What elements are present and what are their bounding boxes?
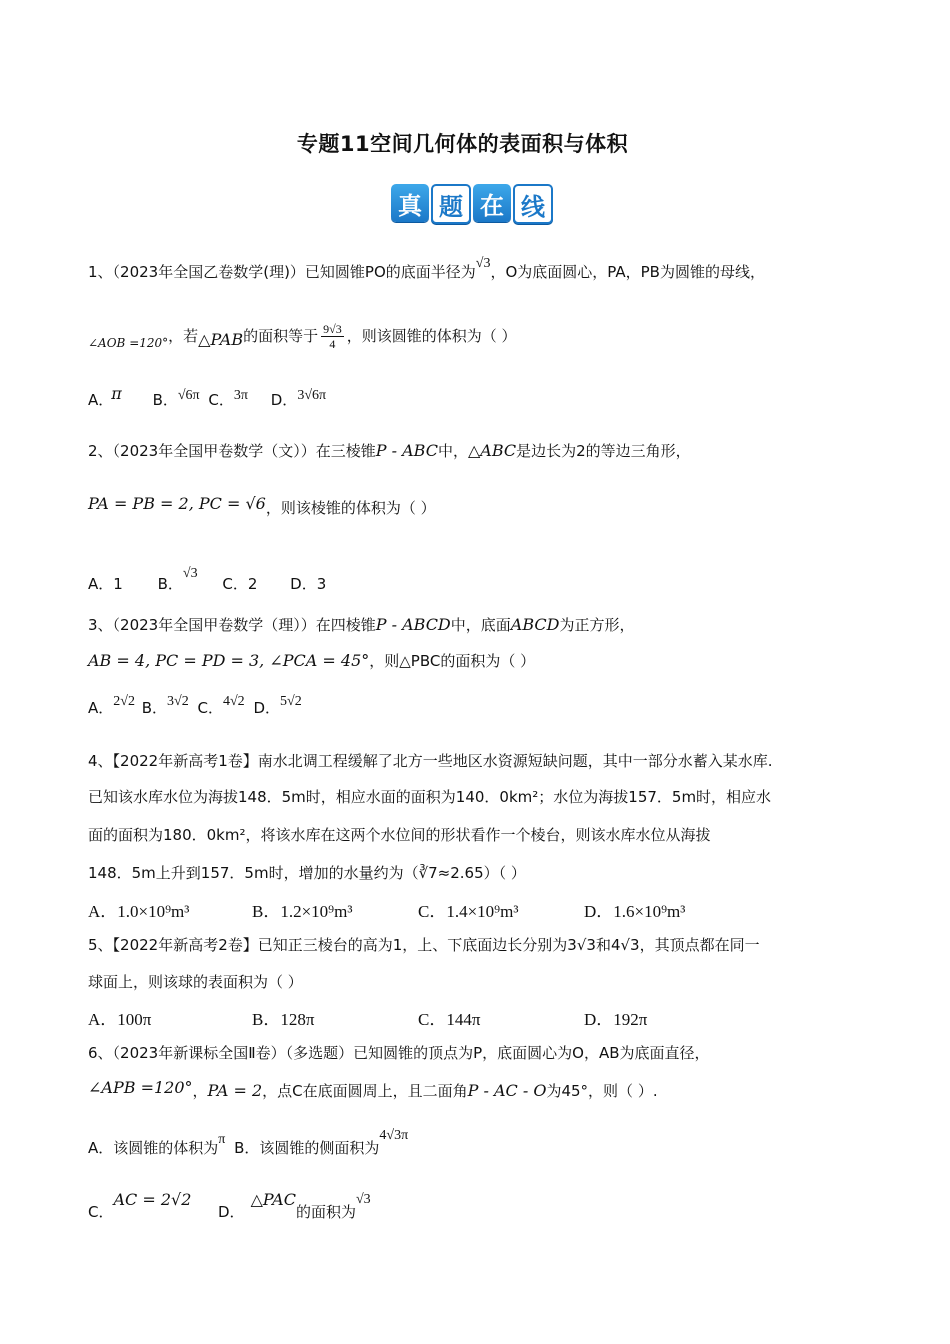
q3-mid: 中，底面	[450, 616, 511, 634]
q1-frac-num: 9√3	[323, 322, 342, 336]
q2-option-a-value: 1	[113, 575, 123, 593]
q6-option-b-label: B．该圆锥的侧面积为	[234, 1139, 380, 1157]
q6-option-c[interactable]	[88, 1190, 218, 1222]
q6-option-b[interactable]	[234, 1128, 408, 1158]
q6-option-b-value: 4√3π	[379, 1128, 409, 1143]
q4-line1: 4、【2022年新高考1卷】南水北调工程缓解了北方一些地区水资源短缺问题，其中一部分水蓄入某水库.	[88, 752, 773, 770]
q5-option-d[interactable]: D．192π	[584, 1010, 648, 1029]
q2-option-c[interactable]	[222, 573, 257, 594]
q3-option-c-label: C．	[197, 699, 223, 717]
q2-option-b-label: B．	[157, 575, 183, 593]
q1-option-a-value: π	[111, 384, 122, 403]
q6-pa: PA = 2	[207, 1081, 263, 1100]
q4-options	[88, 897, 685, 922]
q2-option-b[interactable]	[158, 566, 198, 594]
q1-option-b-label: B．	[152, 391, 178, 409]
q1-option-d-value: 3√6π	[297, 388, 327, 403]
q1-option-d[interactable]	[271, 388, 326, 410]
q2-option-c-value: 2	[247, 575, 258, 593]
q6-option-a-label: A．该圆锥的体积为	[88, 1139, 219, 1157]
q6-option-d-tail: 的面积为	[295, 1203, 356, 1221]
q5-option-b[interactable]: B．128π	[252, 1010, 315, 1029]
q3-option-a[interactable]	[88, 694, 135, 718]
q2-option-d-label: D．	[290, 575, 317, 593]
q1-option-b-value: √6π	[177, 388, 200, 403]
q2-line1	[88, 440, 691, 461]
q6-line2: ∠APB =120°，PA = 2，点C在底面圆周上，且二面角P - AC - O为45°，则（ ）.	[88, 1078, 658, 1100]
q2-prefix: 2、（2023年全国甲卷数学（文））在三棱锥	[88, 442, 376, 460]
q2-option-d-value: 3	[316, 575, 327, 593]
q5-options	[88, 1005, 647, 1030]
q6-option-c-label: C．	[88, 1203, 114, 1221]
q6-dihedral: P - AC - O	[467, 1081, 547, 1100]
q4-line2: 已知该水库水位为海拔148．5m时，相应水面的面积为140．0km²；水位为海拔157．5m时，相应水	[88, 788, 772, 806]
q6-option-d[interactable]	[218, 1190, 371, 1222]
q3-option-b-value: 3√2	[167, 694, 189, 709]
q6-options-cd	[88, 1190, 371, 1222]
q4-option-a[interactable]: A．1.0×10⁹m³	[88, 902, 190, 921]
q2-option-d[interactable]	[290, 573, 326, 594]
q1-mid2: 的面积等于	[243, 327, 319, 345]
q6-option-d-triangle: △PAC	[250, 1190, 296, 1209]
section-badge	[391, 184, 553, 224]
q1-option-c[interactable]	[208, 388, 248, 410]
q3-option-a-value: 2√2	[113, 694, 135, 709]
page-title: 专题11空间几何体的表面积与体积	[296, 132, 629, 156]
q3-option-d-value: 5√2	[280, 694, 302, 709]
q1-option-c-label: C．	[208, 391, 234, 409]
q2-pyramid: P - ABC	[375, 441, 438, 460]
badge-char-4: 线	[513, 184, 553, 224]
q4-line4: 148．5m上升到157．5m时，增加的水量约为（∛7≈2.65）（ ）	[88, 864, 526, 882]
q1-option-c-value: 3π	[233, 388, 248, 403]
q1-frac-den: 4	[329, 337, 336, 351]
q1-fraction	[321, 322, 344, 351]
q4-option-b[interactable]: B．1.2×10⁹m³	[252, 902, 353, 921]
q3-pyramid: P - ABCD	[375, 615, 451, 634]
q3-suffix: 为正方形，	[559, 616, 635, 634]
q6-option-c-value: AC = 2√2	[113, 1190, 192, 1209]
q1-line1	[88, 256, 765, 282]
q1-tail: ，则该圆锥的体积为（ ）	[346, 327, 517, 345]
q3-option-c[interactable]	[198, 694, 245, 718]
q1-option-b[interactable]	[153, 388, 200, 410]
q6-tail: 为45°，则（ ）.	[546, 1082, 658, 1100]
q1-prefix: 1、（2023年全国乙卷数学(理)）已知圆锥PO的底面半径为	[88, 263, 476, 281]
q4-option-c[interactable]: C．1.4×10⁹m³	[418, 902, 519, 921]
q1-line2	[88, 322, 516, 351]
q3-option-d[interactable]	[253, 694, 301, 718]
q4-option-d[interactable]: D．1.6×10⁹m³	[584, 902, 686, 921]
q3-option-d-label: D．	[253, 699, 281, 717]
q3-prefix: 3、（2023年全国甲卷数学（理））在四棱锥	[88, 616, 376, 634]
q6-angle: ∠APB =120°	[88, 1078, 193, 1097]
q1-triangle: △PAB	[198, 330, 244, 349]
q2-condition: PA = PB = 2, PC = √6	[88, 494, 266, 513]
q1-option-a[interactable]	[88, 384, 122, 410]
q5-line2: 球面上，则该球的表面积为（ ）	[88, 973, 303, 991]
q2-line2	[88, 494, 436, 518]
q2-option-b-value: √3	[182, 566, 198, 581]
q6-options-ab	[88, 1128, 408, 1158]
q3-option-b[interactable]	[142, 694, 189, 718]
q3-option-c-value: 4√2	[222, 694, 245, 709]
q2-option-a[interactable]	[88, 573, 123, 594]
q1-option-a-label: A．	[88, 391, 114, 409]
q3-base: ABCD	[510, 615, 560, 634]
q2-triangle: △ABC	[467, 441, 517, 460]
q2-options	[88, 566, 326, 594]
badge-char-2: 题	[431, 184, 471, 224]
q1-mid1: ，若	[168, 327, 199, 345]
q1-angle: ∠AOB =120°	[88, 336, 169, 350]
q2-option-a-label: A．	[88, 575, 114, 593]
q2-mid: 中，	[437, 442, 468, 460]
q1-suffix: ，O为底面圆心，PA，PB为圆锥的母线，	[490, 263, 765, 281]
q6-line1: 6、（2023年新课标全国Ⅱ卷）（多选题）已知圆锥的顶点为P，底面圆心为O，AB为底面直径，	[88, 1044, 710, 1062]
q3-option-b-label: B．	[141, 699, 168, 717]
q1-option-d-label: D．	[270, 391, 298, 409]
q6-option-a-value: π	[218, 1132, 226, 1147]
q3-line1	[88, 614, 634, 635]
badge-char-1: 真	[391, 184, 429, 222]
q6-option-d-value: √3	[355, 1192, 371, 1207]
q2-tail: ，则该棱锥的体积为（ ）	[265, 499, 436, 517]
q5-option-c[interactable]: C．144π	[418, 1010, 481, 1029]
q4-line3: 面的面积为180．0km²，将该水库在这两个水位间的形状看作一个棱台，则该水库水位从海拔	[88, 826, 711, 844]
q1-options	[88, 384, 326, 410]
q6-mid: ，点C在底面圆周上，且二面角	[262, 1082, 468, 1100]
q3-line2	[88, 650, 535, 671]
q2-suffix: 是边长为2的等边三角形，	[516, 442, 691, 460]
q6-option-d-label: D．	[218, 1203, 245, 1221]
q5-option-a[interactable]: A．100π	[88, 1010, 152, 1029]
q3-condition: AB = 4, PC = PD = 3, ∠PCA = 45°	[88, 651, 370, 670]
q3-tail: ，则△PBC的面积为（ ）	[369, 652, 536, 670]
q3-option-a-label: A．	[88, 699, 114, 717]
q2-option-c-label: C．	[222, 575, 248, 593]
q1-radius: √3	[475, 256, 491, 271]
q3-options	[88, 694, 302, 718]
q5-line1: 5、【2022年新高考2卷】已知正三棱台的高为1，上、下底面边长分别为3√3和4√3，其顶点都在同一	[88, 936, 760, 954]
badge-char-3: 在	[473, 184, 511, 222]
q6-option-a[interactable]	[88, 1132, 225, 1158]
